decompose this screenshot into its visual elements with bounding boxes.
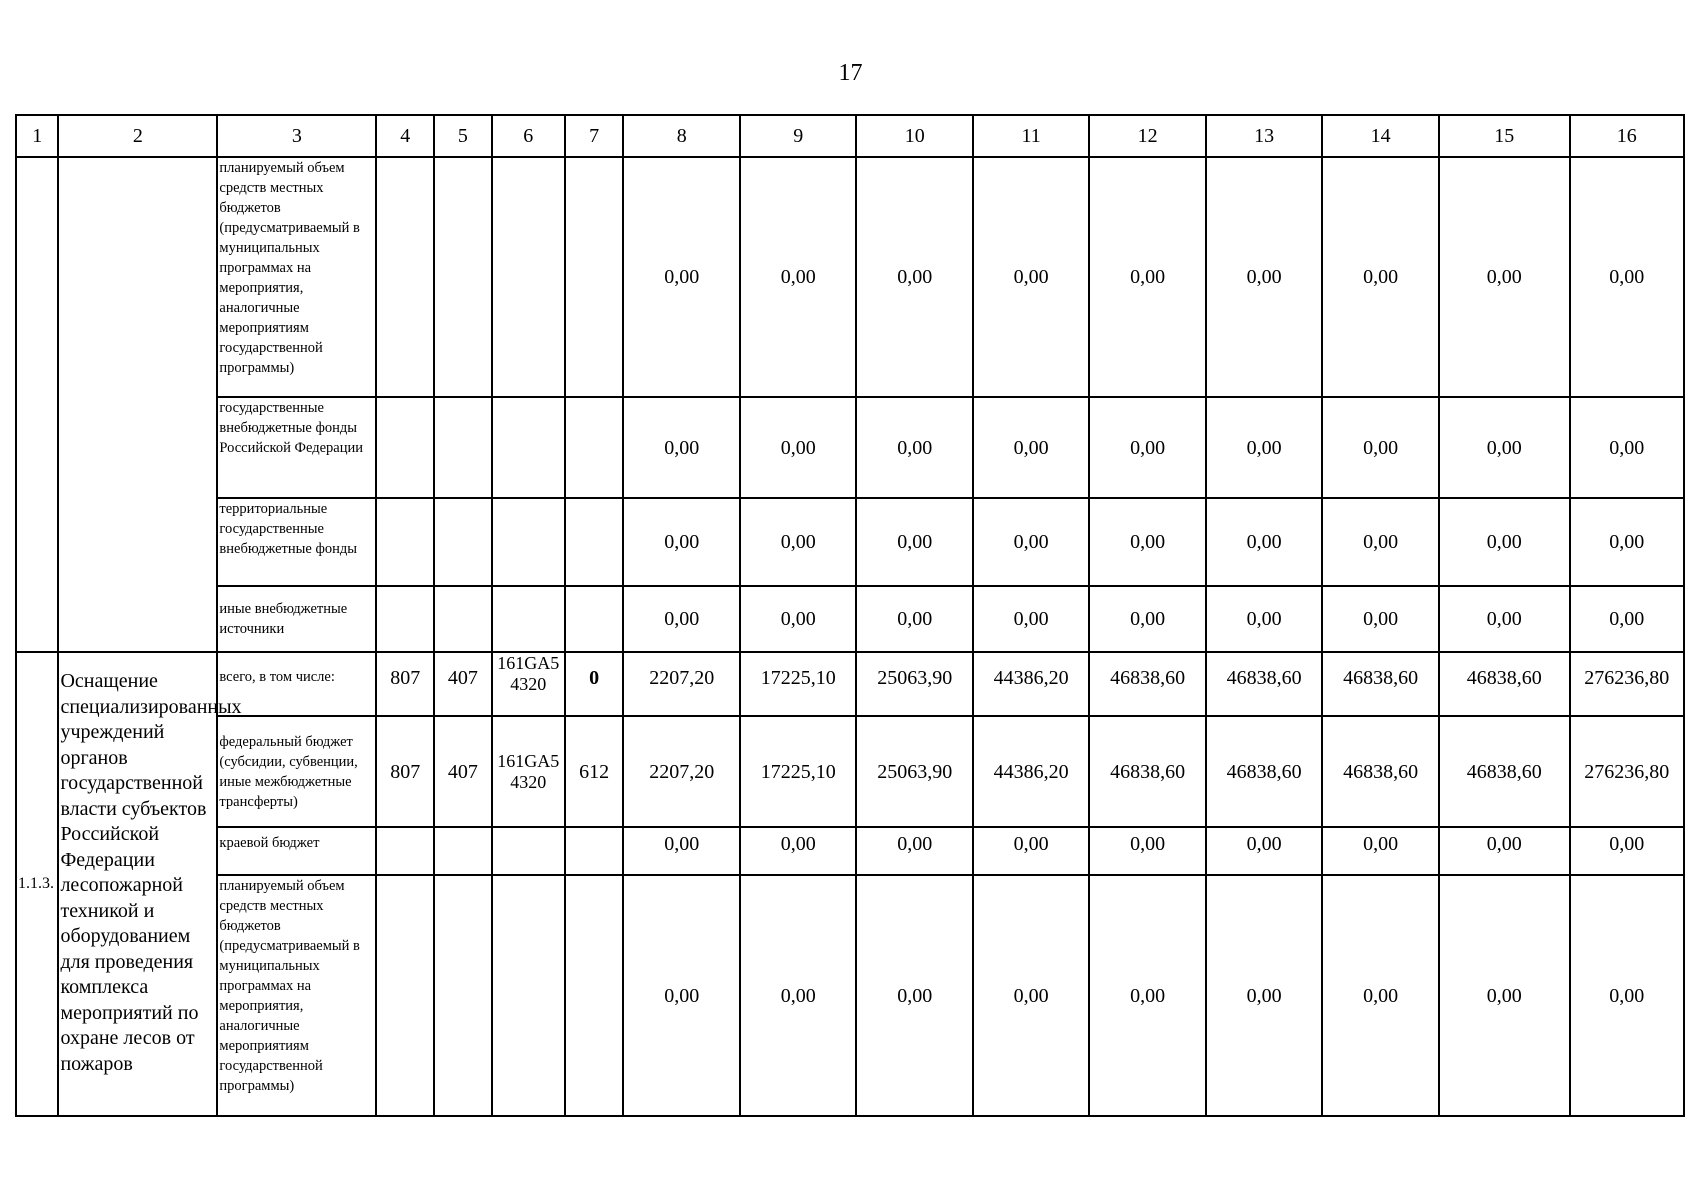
funding-source: всего, в том числе:	[217, 652, 376, 716]
value-cell: 17225,10	[740, 652, 856, 716]
column-header: 15	[1439, 115, 1570, 157]
value-cell: 0,00	[740, 827, 856, 875]
code-cell: 407	[434, 716, 492, 827]
value-cell: 0,00	[623, 586, 739, 652]
value-cell: 0,00	[1322, 586, 1438, 652]
value-cell: 0,00	[856, 827, 972, 875]
code-cell: 0	[565, 652, 624, 716]
column-header: 13	[1206, 115, 1322, 157]
value-cell: 25063,90	[856, 716, 972, 827]
column-header: 4	[376, 115, 434, 157]
column-header: 10	[856, 115, 972, 157]
value-cell: 0,00	[740, 157, 856, 397]
value-cell: 0,00	[973, 157, 1089, 397]
value-cell: 0,00	[623, 397, 739, 498]
value-cell: 0,00	[1206, 498, 1322, 586]
value-cell: 0,00	[1089, 498, 1205, 586]
value-cell: 0,00	[856, 586, 972, 652]
code-cell: 807	[376, 652, 434, 716]
item-index: 1.1.3.	[16, 652, 58, 1116]
value-cell: 0,00	[973, 397, 1089, 498]
value-cell: 0,00	[1089, 875, 1205, 1116]
value-cell: 0,00	[1570, 498, 1684, 586]
column-header: 3	[217, 115, 376, 157]
value-cell: 46838,60	[1439, 652, 1570, 716]
value-cell: 0,00	[623, 498, 739, 586]
column-header: 11	[973, 115, 1089, 157]
code-cell: 807	[376, 716, 434, 827]
value-cell: 46838,60	[1206, 716, 1322, 827]
column-header: 14	[1322, 115, 1438, 157]
value-cell: 0,00	[1570, 827, 1684, 875]
code-cell: 161GA5 4320	[492, 716, 565, 827]
table-row	[16, 586, 1684, 652]
value-cell: 2207,20	[623, 652, 739, 716]
item-name: Оснащение специализированных учреждений органов государственной власти субъектов Российской Федерации лесопожарной техникой и оборудованием для проведения комплекса мероприятий по охране лесов от пожаров	[58, 652, 217, 1116]
value-cell: 0,00	[623, 827, 739, 875]
column-header: 7	[565, 115, 624, 157]
table-row	[16, 157, 1684, 397]
page-number: 17	[838, 60, 863, 86]
value-cell: 0,00	[740, 586, 856, 652]
value-cell: 0,00	[1570, 397, 1684, 498]
value-cell: 46838,60	[1206, 652, 1322, 716]
value-cell: 0,00	[1322, 157, 1438, 397]
column-header: 16	[1570, 115, 1684, 157]
value-cell: 0,00	[1322, 498, 1438, 586]
table-row	[16, 498, 1684, 586]
value-cell: 0,00	[1322, 875, 1438, 1116]
code-cell: 612	[565, 716, 624, 827]
value-cell: 0,00	[1206, 586, 1322, 652]
name-cell	[58, 157, 217, 652]
value-cell: 0,00	[1089, 157, 1205, 397]
funding-source: краевой бюджет	[217, 827, 376, 875]
value-cell: 0,00	[1089, 586, 1205, 652]
value-cell: 44386,20	[973, 652, 1089, 716]
funding-source: планируемый объем средств местных бюджетов (предусматриваемый в муниципальных программах на мероприятия, аналогичные мероприятиям государственной программы)	[217, 875, 376, 1116]
value-cell: 0,00	[973, 875, 1089, 1116]
value-cell: 0,00	[856, 498, 972, 586]
funding-source: территориальные государственные внебюджетные фонды	[217, 498, 376, 586]
value-cell: 0,00	[740, 397, 856, 498]
value-cell: 0,00	[1439, 157, 1570, 397]
value-cell: 44386,20	[973, 716, 1089, 827]
value-cell: 17225,10	[740, 716, 856, 827]
value-cell: 0,00	[1206, 875, 1322, 1116]
value-cell: 0,00	[1089, 397, 1205, 498]
value-cell: 0,00	[1439, 827, 1570, 875]
value-cell: 0,00	[1206, 397, 1322, 498]
index-cell	[16, 157, 58, 652]
value-cell: 46838,60	[1089, 716, 1205, 827]
column-header: 9	[740, 115, 856, 157]
funding-source: иные внебюджетные источники	[217, 586, 376, 652]
table-row	[16, 827, 1684, 875]
value-cell: 0,00	[973, 586, 1089, 652]
value-cell: 46838,60	[1439, 716, 1570, 827]
value-cell: 0,00	[973, 498, 1089, 586]
value-cell: 276236,80	[1570, 716, 1684, 827]
column-header: 5	[434, 115, 492, 157]
value-cell: 46838,60	[1322, 716, 1438, 827]
value-cell: 0,00	[1439, 875, 1570, 1116]
budget-table	[15, 114, 1685, 1117]
column-header: 6	[492, 115, 565, 157]
funding-source: планируемый объем средств местных бюджетов (предусматриваемый в муниципальных программах на мероприятия, аналогичные мероприятиям государственной программы)	[217, 157, 376, 397]
value-cell: 0,00	[740, 498, 856, 586]
column-header: 8	[623, 115, 739, 157]
funding-source: федеральный бюджет (субсидии, субвенции, иные межбюджетные трансферты)	[217, 716, 376, 827]
table-row	[16, 875, 1684, 1116]
funding-source: государственные внебюджетные фонды Российской Федерации	[217, 397, 376, 498]
column-header: 2	[58, 115, 217, 157]
code-cell: 407	[434, 652, 492, 716]
value-cell: 0,00	[856, 397, 972, 498]
value-cell: 0,00	[1570, 586, 1684, 652]
column-header: 1	[16, 115, 58, 157]
value-cell: 0,00	[623, 157, 739, 397]
value-cell: 0,00	[1439, 498, 1570, 586]
value-cell: 0,00	[1206, 157, 1322, 397]
value-cell: 0,00	[1322, 397, 1438, 498]
table-row	[16, 652, 1684, 716]
value-cell: 0,00	[973, 827, 1089, 875]
value-cell: 276236,80	[1570, 652, 1684, 716]
value-cell: 0,00	[856, 157, 972, 397]
value-cell: 0,00	[1206, 827, 1322, 875]
value-cell: 0,00	[856, 875, 972, 1116]
value-cell: 0,00	[1089, 827, 1205, 875]
table-row	[16, 716, 1684, 827]
header-row	[16, 115, 1684, 157]
value-cell: 0,00	[1439, 397, 1570, 498]
value-cell: 0,00	[1322, 827, 1438, 875]
value-cell: 0,00	[1570, 875, 1684, 1116]
value-cell: 46838,60	[1089, 652, 1205, 716]
column-header: 12	[1089, 115, 1205, 157]
value-cell: 0,00	[1439, 586, 1570, 652]
value-cell: 46838,60	[1322, 652, 1438, 716]
value-cell: 25063,90	[856, 652, 972, 716]
value-cell: 0,00	[1570, 157, 1684, 397]
table-row	[16, 397, 1684, 498]
value-cell: 2207,20	[623, 716, 739, 827]
code-cell: 161GA5 4320	[492, 652, 565, 716]
value-cell: 0,00	[623, 875, 739, 1116]
value-cell: 0,00	[740, 875, 856, 1116]
